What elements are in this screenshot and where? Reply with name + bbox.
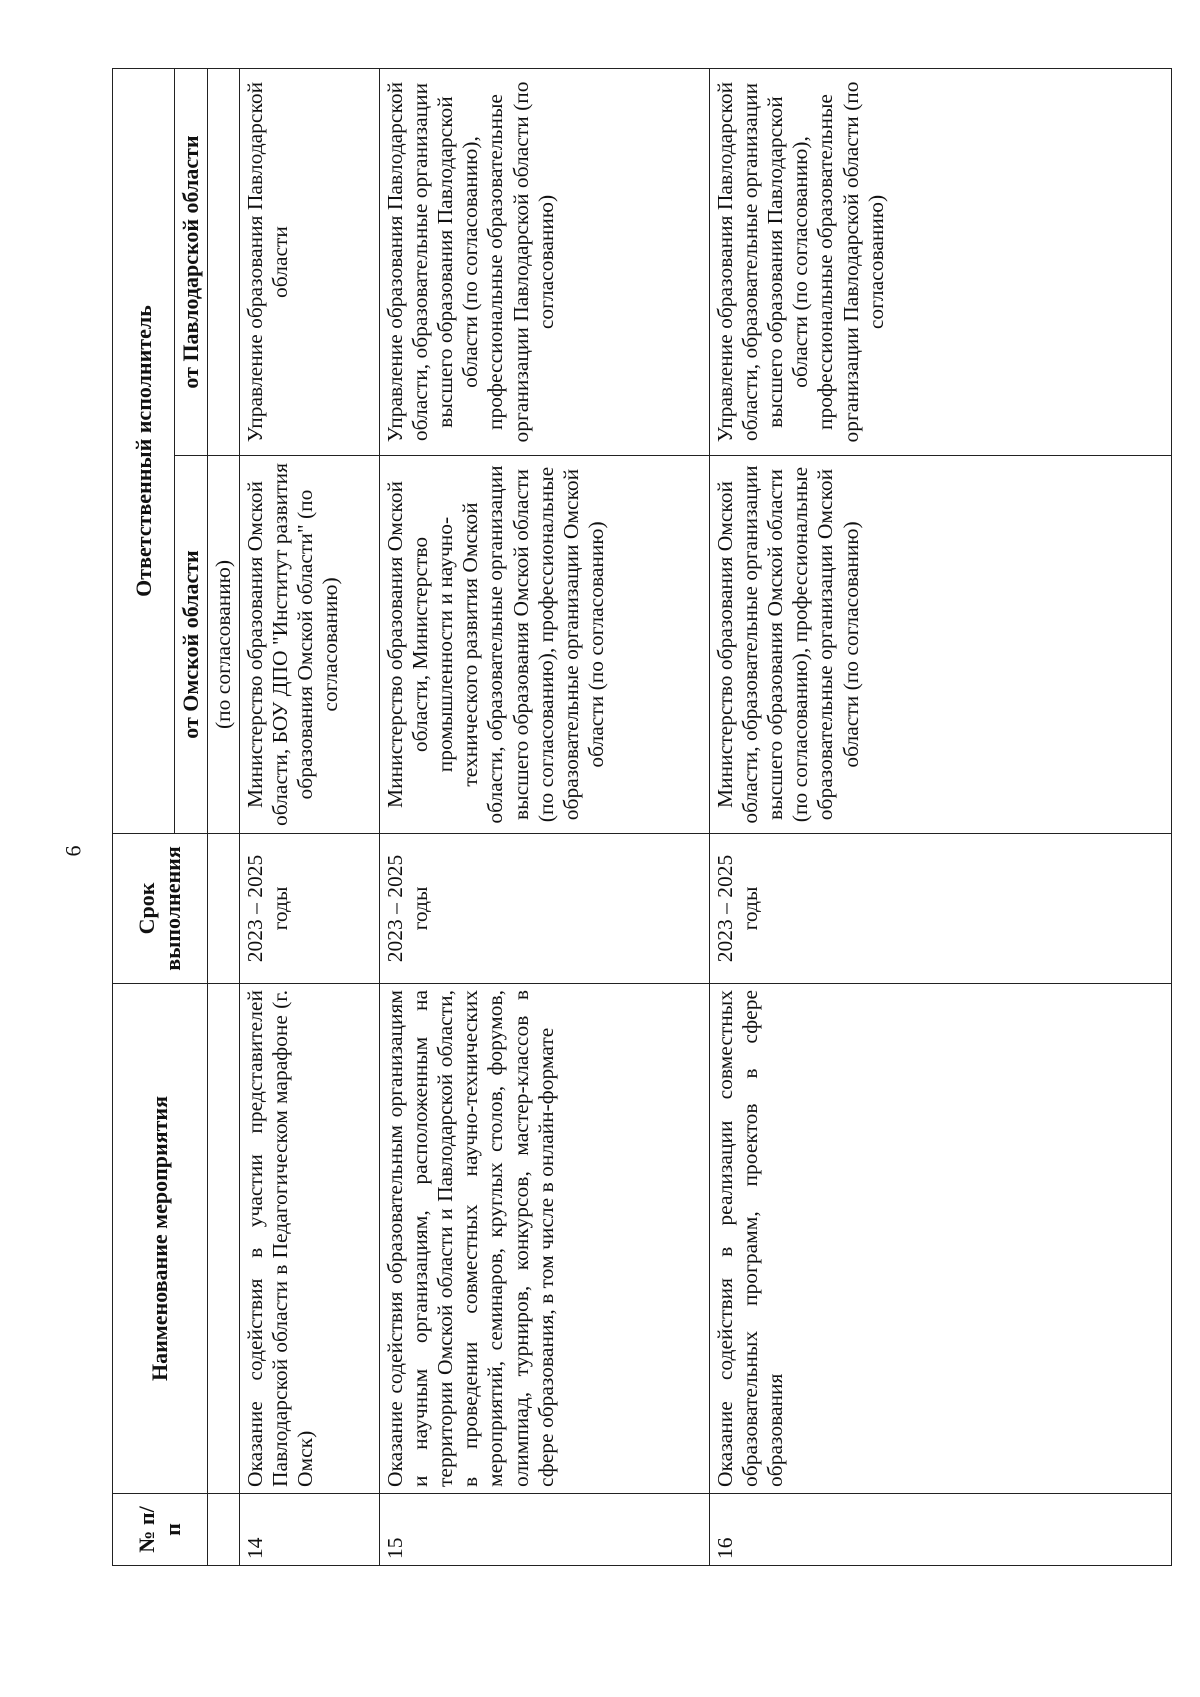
carryover-num [207,1494,239,1566]
table-row [709,68,1171,1565]
carryover-pavlodar [207,68,239,455]
page-number: 6 [60,845,86,857]
row-omsk-responsible: Министерство образования Омской области, образовательные организации высшего образования Омской области (по согласованию), профессиональные образовательные организации Омской области (по согласованию) [709,456,1171,834]
row-num: 15 [379,1494,709,1566]
row-event-name: Оказание содействия в участии представителей Павлодарской области в Педагогическом марафоне (г. Омск) [239,984,379,1494]
header-omsk: от Омской области [175,456,208,834]
carryover-term [207,834,239,984]
rotated-table-container [112,69,1172,1566]
table-header-row [113,68,175,1565]
row-num: 16 [709,1494,1171,1566]
row-num: 14 [239,1494,379,1566]
row-pavlodar-responsible: Управление образования Павлодарской области, образовательные организации высшего образования Павлодарской области (по согласованию), профессиональные образовательные организации Павлодарской области (по согласованию) [709,68,1171,455]
row-term: 2023 – 2025 годы [239,834,379,984]
row-term: 2023 – 2025 годы [709,834,1171,984]
table-row [379,68,709,1565]
row-omsk-responsible: Министерство образования Омской области, Министерство промышленности и научно-технического развития Омской области, образовательные организации высшего образования Омской области (по согласованию), профессиональные образовательные организации Омской области (по согласованию) [379,456,709,834]
events-plan-table [112,68,1172,1566]
row-pavlodar-responsible: Управление образования Павлодарской области, образовательные организации высшего образования Павлодарской области (по согласованию), профессиональные образовательные организации Павлодарской области (по согласованию) [379,68,709,455]
header-responsible: Ответственный исполнитель [113,68,175,833]
table-row [239,68,379,1565]
row-pavlodar-responsible: Управление образования Павлодарской области [239,68,379,455]
header-pavlodar: от Павлодарской области [175,68,208,455]
carryover-omsk: (по согласованию) [207,456,239,834]
row-event-name: Оказание содействия образовательным организациям и научным организациям, расположенным на территории Омской области и Павлодарской области, в проведении совместных научно-технических мероприятий, семинаров, круглых столов, форумов, олимпиад, турниров, конкурсов, мастер-классов в сфере образования, в том числе в онлайн-формате [379,984,709,1494]
header-num: № п/п [113,1494,208,1566]
row-term: 2023 – 2025 годы [379,834,709,984]
carryover-name [207,984,239,1494]
row-omsk-responsible: Министерство образования Омской области, БОУ ДПО "Институт развития образования Омской области" (по согласованию) [239,456,379,834]
header-term: Срок выполнения [113,834,208,984]
header-name: Наименование мероприятия [113,984,208,1494]
row-event-name: Оказание содействия в реализации совместных образовательных программ, проектов в сфере образования [709,984,1171,1494]
carryover-row [207,68,239,1565]
